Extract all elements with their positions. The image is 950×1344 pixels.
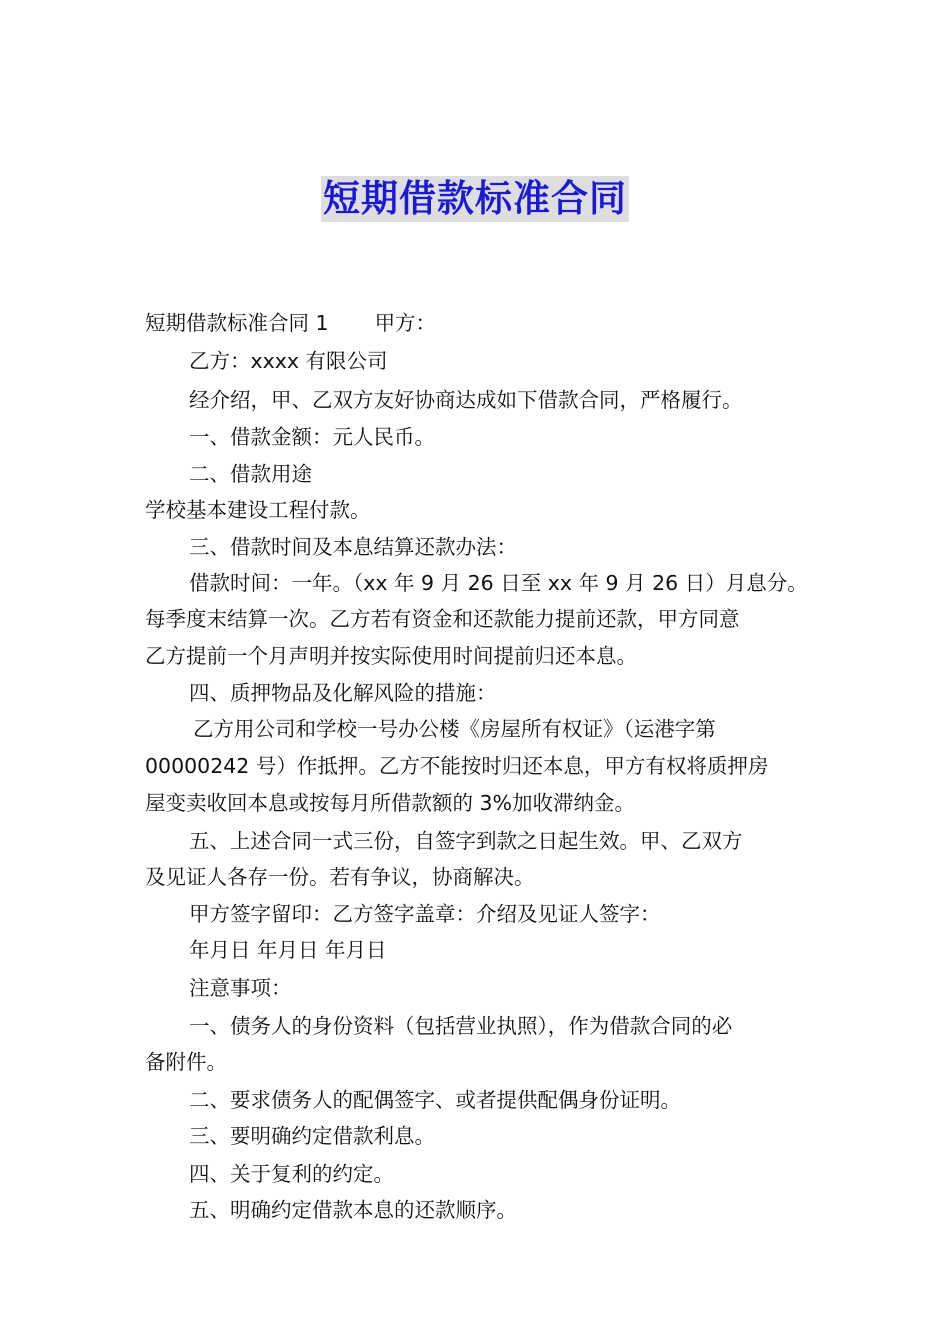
document-title: 短期借款标准合同: [323, 177, 627, 220]
title-container: [0, 176, 950, 222]
paragraph-line: 屋变卖收回本息或按每月所借款额的 3%加收滞纳金。: [145, 791, 636, 815]
paragraph-line: 一、借款金额：元人民币。: [189, 425, 435, 449]
paragraph-line: 乙方用公司和学校一号办公楼《房屋所有权证》（运港字第: [193, 717, 716, 741]
paragraph-line: 及见证人各存一份。若有争议，协商解决。: [145, 865, 535, 889]
paragraph-line: 00000242 号）作抵押。乙方不能按时归还本息，甲方有权将质押房: [145, 754, 769, 778]
paragraph-line: 学校基本建设工程付款。: [145, 498, 371, 522]
paragraph-line: 三、要明确约定借款利息。: [189, 1124, 435, 1148]
paragraph-line: 年月日 年月日 年月日: [189, 938, 387, 962]
paragraph-line: 五、明确约定借款本息的还款顺序。: [189, 1198, 517, 1222]
paragraph-line: 乙方提前一个月声明并按实际使用时间提前归还本息。: [145, 644, 637, 668]
party-a-label: 甲方：: [374, 311, 437, 335]
paragraph-line: 备附件。: [145, 1050, 227, 1074]
paragraph-line: 二、借款用途: [189, 462, 312, 486]
paragraph-line: 每季度末结算一次。乙方若有资金和还款能力提前还款，甲方同意: [145, 607, 740, 631]
paragraph-line: 四、关于复利的约定。: [189, 1162, 394, 1186]
paragraph-line: 乙方：xxxx 有限公司: [189, 349, 388, 373]
paragraph-line: 甲方签字留印：乙方签字盖章：介绍及见证人签字：: [189, 902, 661, 926]
paragraph-line: 五、上述合同一式三份，自签字到款之日起生效。甲、乙双方: [189, 829, 743, 853]
paragraph-line: 三、借款时间及本息结算还款办法：: [189, 535, 517, 559]
paragraph-line: 四、质押物品及化解风险的措施：: [189, 681, 497, 705]
paragraph-line: 借款时间：一年。（xx 年 9 月 26 日至 xx 年 9 月 26 日）月息分。: [189, 571, 808, 595]
contract-heading: 短期借款标准合同 1: [145, 311, 329, 335]
paragraph-line: 一、债务人的身份资料（包括营业执照），作为借款合同的必: [189, 1014, 733, 1038]
paragraph-line: 经介绍，甲、乙双方友好协商达成如下借款合同，严格履行。: [189, 388, 743, 412]
paragraph-line: [145, 306, 436, 336]
paragraph-line: 注意事项：: [189, 976, 292, 1000]
paragraph-line: 二、要求债务人的配偶签字、或者提供配偶身份证明。: [189, 1088, 681, 1112]
